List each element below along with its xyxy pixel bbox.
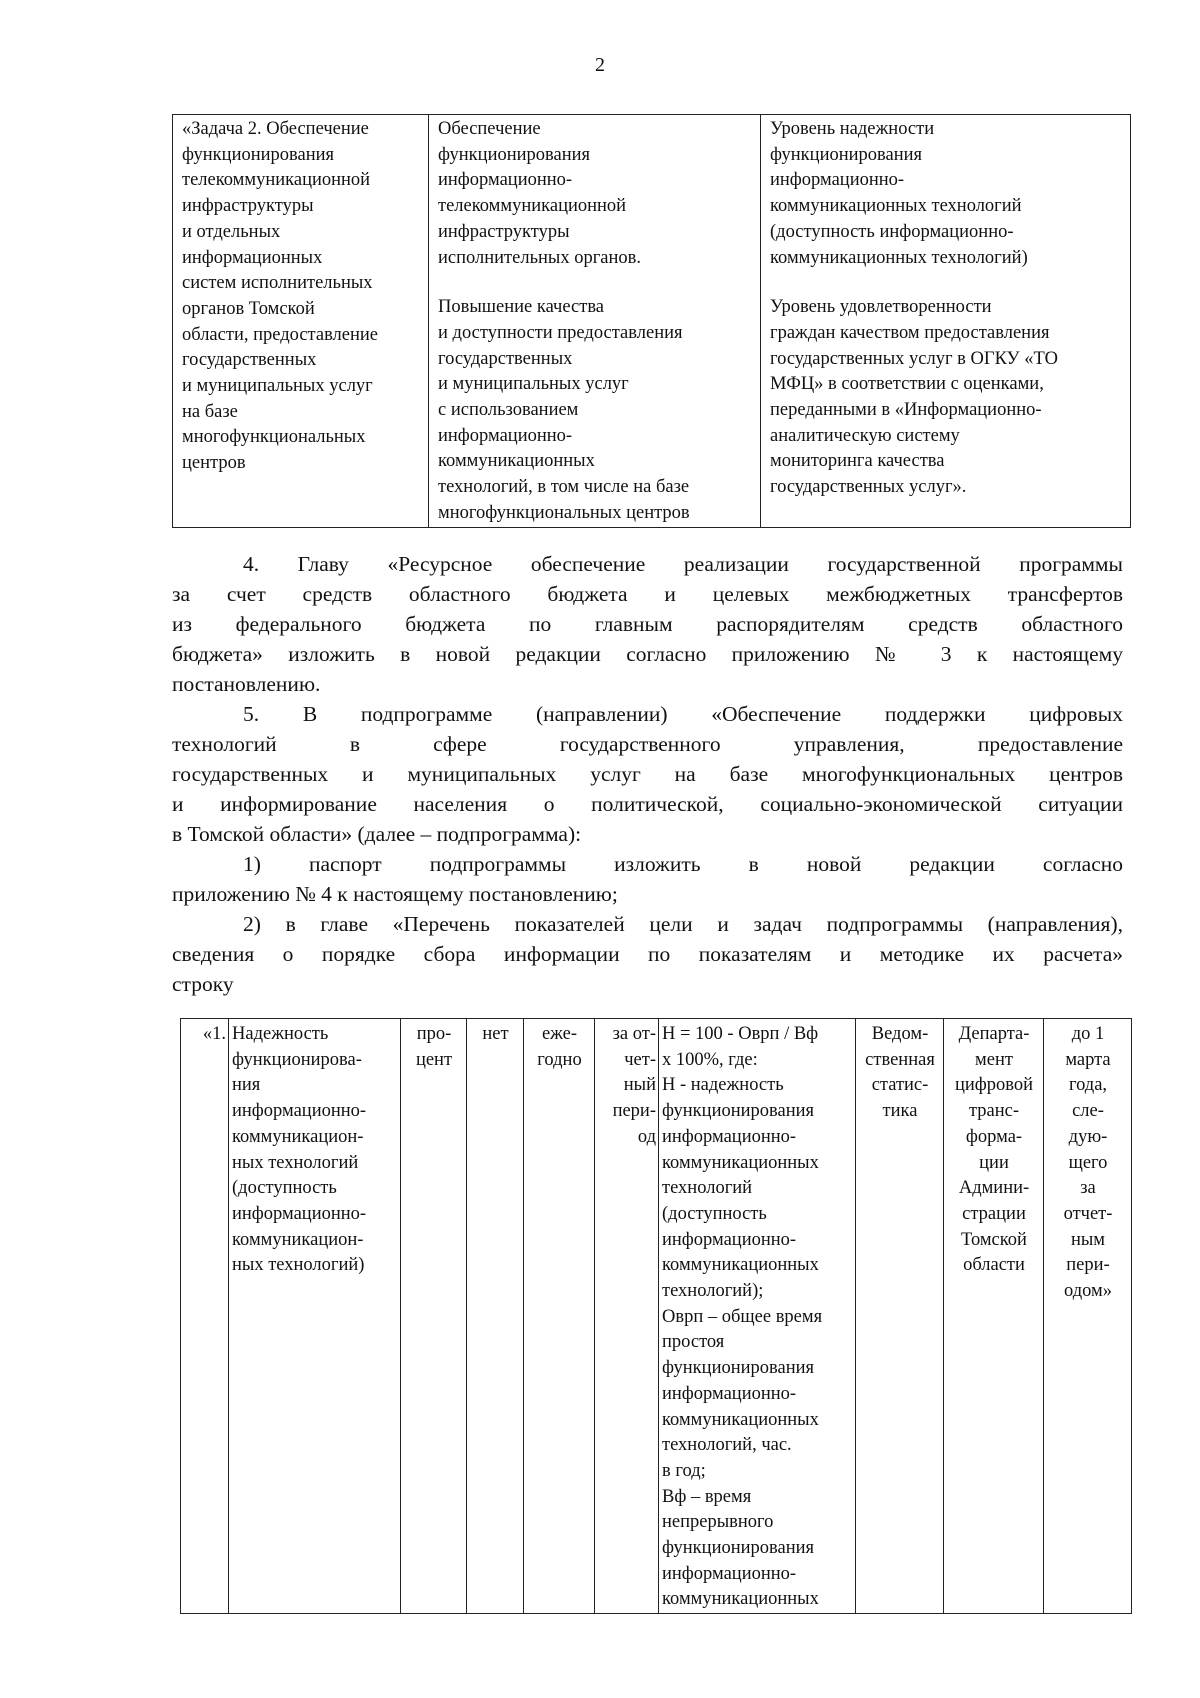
cell-line: функционирования <box>662 1538 815 1559</box>
paragraph-line: технологий в сфере государственного управления, предоставление <box>172 732 1123 756</box>
flag-cell <box>467 1019 524 1614</box>
cell-line: государственных <box>438 348 573 369</box>
unit-cell <box>401 1019 467 1614</box>
paragraph-line: государственных и муниципальных услуг на базе многофункциональных центров <box>172 762 1123 786</box>
cell-line: од <box>637 1126 656 1147</box>
cell-line: коммуникационных технологий) <box>770 247 1028 268</box>
cell-line: Н - надежность <box>662 1075 784 1096</box>
cell-line: (доступность <box>662 1203 767 1224</box>
indicator-table <box>180 1018 1132 1614</box>
cell-line: телекоммуникационной <box>182 170 371 191</box>
cell-line: Н = 100 - Оврп / Вф <box>662 1024 819 1044</box>
cell-line: марта <box>1065 1049 1111 1070</box>
table-row <box>173 115 1131 528</box>
paragraph-line: за счет средств областного бюджета и целевых межбюджетных трансфертов <box>172 582 1123 606</box>
cell-line: и муниципальных услуг <box>438 374 629 395</box>
cell-line: тика <box>882 1101 918 1122</box>
cell-line: информационно- <box>438 170 573 191</box>
paragraph-line: 2) в главе «Перечень показателей цели и задач подпрограммы (направления), <box>243 912 1123 936</box>
cell-line: с использованием <box>438 400 579 421</box>
cell-line: мониторинга качества <box>770 451 945 472</box>
cell-line: коммуникационных <box>662 1255 819 1276</box>
cell-line: и муниципальных услуг <box>182 376 373 397</box>
paragraph-line: бюджета» изложить в новой редакции согласно приложению № 3 к настоящему <box>172 642 1123 666</box>
cell-line: нет <box>482 1024 509 1044</box>
deadline-cell <box>1044 1019 1132 1614</box>
cell-line: органов Томской <box>182 298 315 319</box>
cell-line: функционирования <box>438 144 591 165</box>
cell-line: многофункциональных центров <box>438 502 690 523</box>
cell-line: ный <box>623 1075 656 1096</box>
cell-line: года, <box>1068 1075 1108 1096</box>
cell-line: информационно- <box>232 1101 367 1122</box>
paragraph-line: из федерального бюджета по главным распорядителям средств областного <box>172 612 1123 636</box>
cell-line: государственных услуг в ОГКУ «ТО <box>770 348 1058 369</box>
paragraph-line: приложению № 4 к настоящему постановлению; <box>172 882 618 906</box>
cell-line: щего <box>1068 1152 1108 1173</box>
cell-line: за от- <box>612 1024 656 1044</box>
task-cell <box>173 115 429 528</box>
cell-line: ния <box>232 1075 261 1096</box>
cell-line: пери- <box>612 1101 656 1122</box>
cell-line: Надежность <box>232 1024 329 1044</box>
cell-line: мент <box>975 1049 1013 1070</box>
cell-line: страции <box>962 1203 1026 1224</box>
cell-line: функционирования <box>662 1101 815 1122</box>
cell-line: области <box>963 1255 1025 1276</box>
cell-line: центров <box>182 453 246 474</box>
cell-line: цифровой <box>954 1075 1034 1096</box>
cell-line: чет- <box>624 1049 656 1070</box>
cell-line: ным <box>1070 1229 1106 1250</box>
period-cell <box>595 1019 659 1614</box>
cell-line: систем исполнительных <box>182 273 373 294</box>
paragraph-line: постановлению. <box>172 672 321 696</box>
cell-line: многофункциональных <box>182 427 366 448</box>
cell-line: МФЦ» в соответствии с оценками, <box>770 374 1044 395</box>
cell-line: (доступность информационно- <box>770 221 1014 242</box>
cell-line: в год; <box>662 1460 706 1481</box>
cell-line: коммуникационных <box>662 1152 819 1173</box>
cell-line: «1. <box>202 1024 226 1044</box>
cell-line: статис- <box>871 1075 929 1096</box>
cell-line: сле- <box>1072 1101 1104 1122</box>
cell-line: коммуникационных <box>438 451 595 472</box>
indicator-cell <box>761 115 1131 528</box>
cell-line: технологий); <box>662 1281 764 1302</box>
cell-line: функционирования <box>182 144 335 165</box>
cell-line: информационно- <box>662 1383 797 1404</box>
cell-line: информационно- <box>662 1126 797 1147</box>
paragraph-line: и информирование населения о политической, социально-экономической ситуации <box>172 792 1123 816</box>
cell-line: государственных <box>182 350 317 371</box>
paragraph-line: в Томской области» (далее – подпрограмма): <box>172 822 582 846</box>
cell-line: Обеспечение <box>438 119 541 139</box>
cell-line: ных технологий) <box>232 1255 365 1276</box>
cell-line: информационно- <box>662 1229 797 1250</box>
cell-line: технологий, в том числе на базе <box>438 477 690 498</box>
cell-line: ственная <box>865 1049 935 1070</box>
cell-line: и отдельных <box>182 221 281 242</box>
cell-line: дую- <box>1068 1126 1108 1147</box>
cell-line: непрерывного <box>662 1512 774 1533</box>
cell-line: информационно- <box>770 170 905 191</box>
paragraph-line: 5. В подпрограмме (направлении) «Обеспечение поддержки цифровых <box>243 702 1123 726</box>
paragraph-5-2 <box>172 909 1123 999</box>
cell-line: одом» <box>1064 1281 1112 1302</box>
cell-line: до 1 <box>1071 1024 1105 1044</box>
cell-line: пери- <box>1066 1255 1110 1276</box>
cell-line: функционирования <box>770 144 923 165</box>
cell-line: функционирова- <box>232 1049 362 1070</box>
paragraph-line: 1) паспорт подпрограммы изложить в новой редакции согласно <box>243 852 1123 876</box>
cell-line: Повышение качества <box>438 297 605 318</box>
cell-line: коммуникационных <box>662 1409 819 1430</box>
cell-line: ных технологий <box>232 1152 359 1173</box>
cell-line: технологий, час. <box>662 1435 792 1456</box>
cell-line: простоя <box>662 1332 725 1353</box>
cell-line: «Задача 2. Обеспечение <box>182 119 369 139</box>
cell-line: коммуникацион- <box>232 1229 364 1250</box>
cell-line: переданными в «Информационно- <box>770 400 1042 421</box>
cell-line: инфраструктуры <box>182 196 314 217</box>
formula-cell <box>659 1019 856 1614</box>
cell-line: Ведом- <box>871 1024 929 1044</box>
table-row <box>181 1019 1132 1614</box>
cell-line: за <box>1080 1178 1096 1199</box>
activity-cell <box>429 115 761 528</box>
cell-line: телекоммуникационной <box>438 196 627 217</box>
paragraph-line: сведения о порядке сбора информации по показателям и методике их расчета» <box>172 942 1123 966</box>
cell-line: коммуникационных <box>662 1589 819 1610</box>
paragraph-5-1 <box>172 849 1123 909</box>
paragraph-line: 4. Главу «Ресурсное обеспечение реализации государственной программы <box>243 552 1123 576</box>
cell-line: ции <box>979 1152 1009 1173</box>
cell-line: на базе <box>182 401 238 422</box>
cell-line: исполнительных органов. <box>438 247 642 268</box>
frequency-cell <box>524 1019 595 1614</box>
cell-line: х 100%, где: <box>662 1049 758 1070</box>
cell-line: и доступности предоставления <box>438 322 683 343</box>
cell-line: годно <box>537 1049 582 1070</box>
cell-line: цент <box>415 1049 453 1070</box>
cell-line: Департа- <box>958 1024 1030 1044</box>
cell-line: граждан качеством предоставления <box>770 322 1050 343</box>
cell-line: инфраструктуры <box>438 221 570 242</box>
cell-line: Вф – время <box>662 1486 752 1507</box>
cell-line: функционирования <box>662 1358 815 1379</box>
cell-line: Админи- <box>958 1178 1030 1199</box>
cell-line: аналитическую систему <box>770 425 960 446</box>
cell-line: транс- <box>968 1101 1020 1122</box>
cell-line: информационных <box>182 247 323 268</box>
cell-line: технологий <box>662 1178 753 1199</box>
paragraph-line: строку <box>172 972 234 996</box>
cell-line: Оврп – общее время <box>662 1306 823 1327</box>
paragraph-5 <box>172 699 1123 849</box>
cell-line: про- <box>416 1024 452 1044</box>
cell-line: коммуникационных технологий <box>770 196 1022 217</box>
task-table <box>172 114 1131 528</box>
cell-line: Уровень удовлетворенности <box>770 297 992 318</box>
cell-line: форма- <box>965 1126 1023 1147</box>
indicator-name-cell <box>229 1019 401 1614</box>
responsible-cell <box>944 1019 1044 1614</box>
cell-line: Уровень надежности <box>770 119 935 139</box>
paragraph-4 <box>172 549 1123 699</box>
cell-line: области, предоставление <box>182 324 379 345</box>
cell-line: коммуникацион- <box>232 1126 364 1147</box>
cell-line: информационно- <box>662 1563 797 1584</box>
page-number: 2 <box>595 54 605 76</box>
cell-line: еже- <box>541 1024 578 1044</box>
cell-line: информационно- <box>232 1203 367 1224</box>
cell-line: информационно- <box>438 425 573 446</box>
cell-line: Томской <box>961 1229 1027 1250</box>
cell-line: отчет- <box>1063 1203 1113 1224</box>
source-cell <box>856 1019 944 1614</box>
cell-line: государственных услуг». <box>770 477 967 498</box>
row-number-cell <box>181 1019 229 1614</box>
cell-line: (доступность <box>232 1178 337 1199</box>
